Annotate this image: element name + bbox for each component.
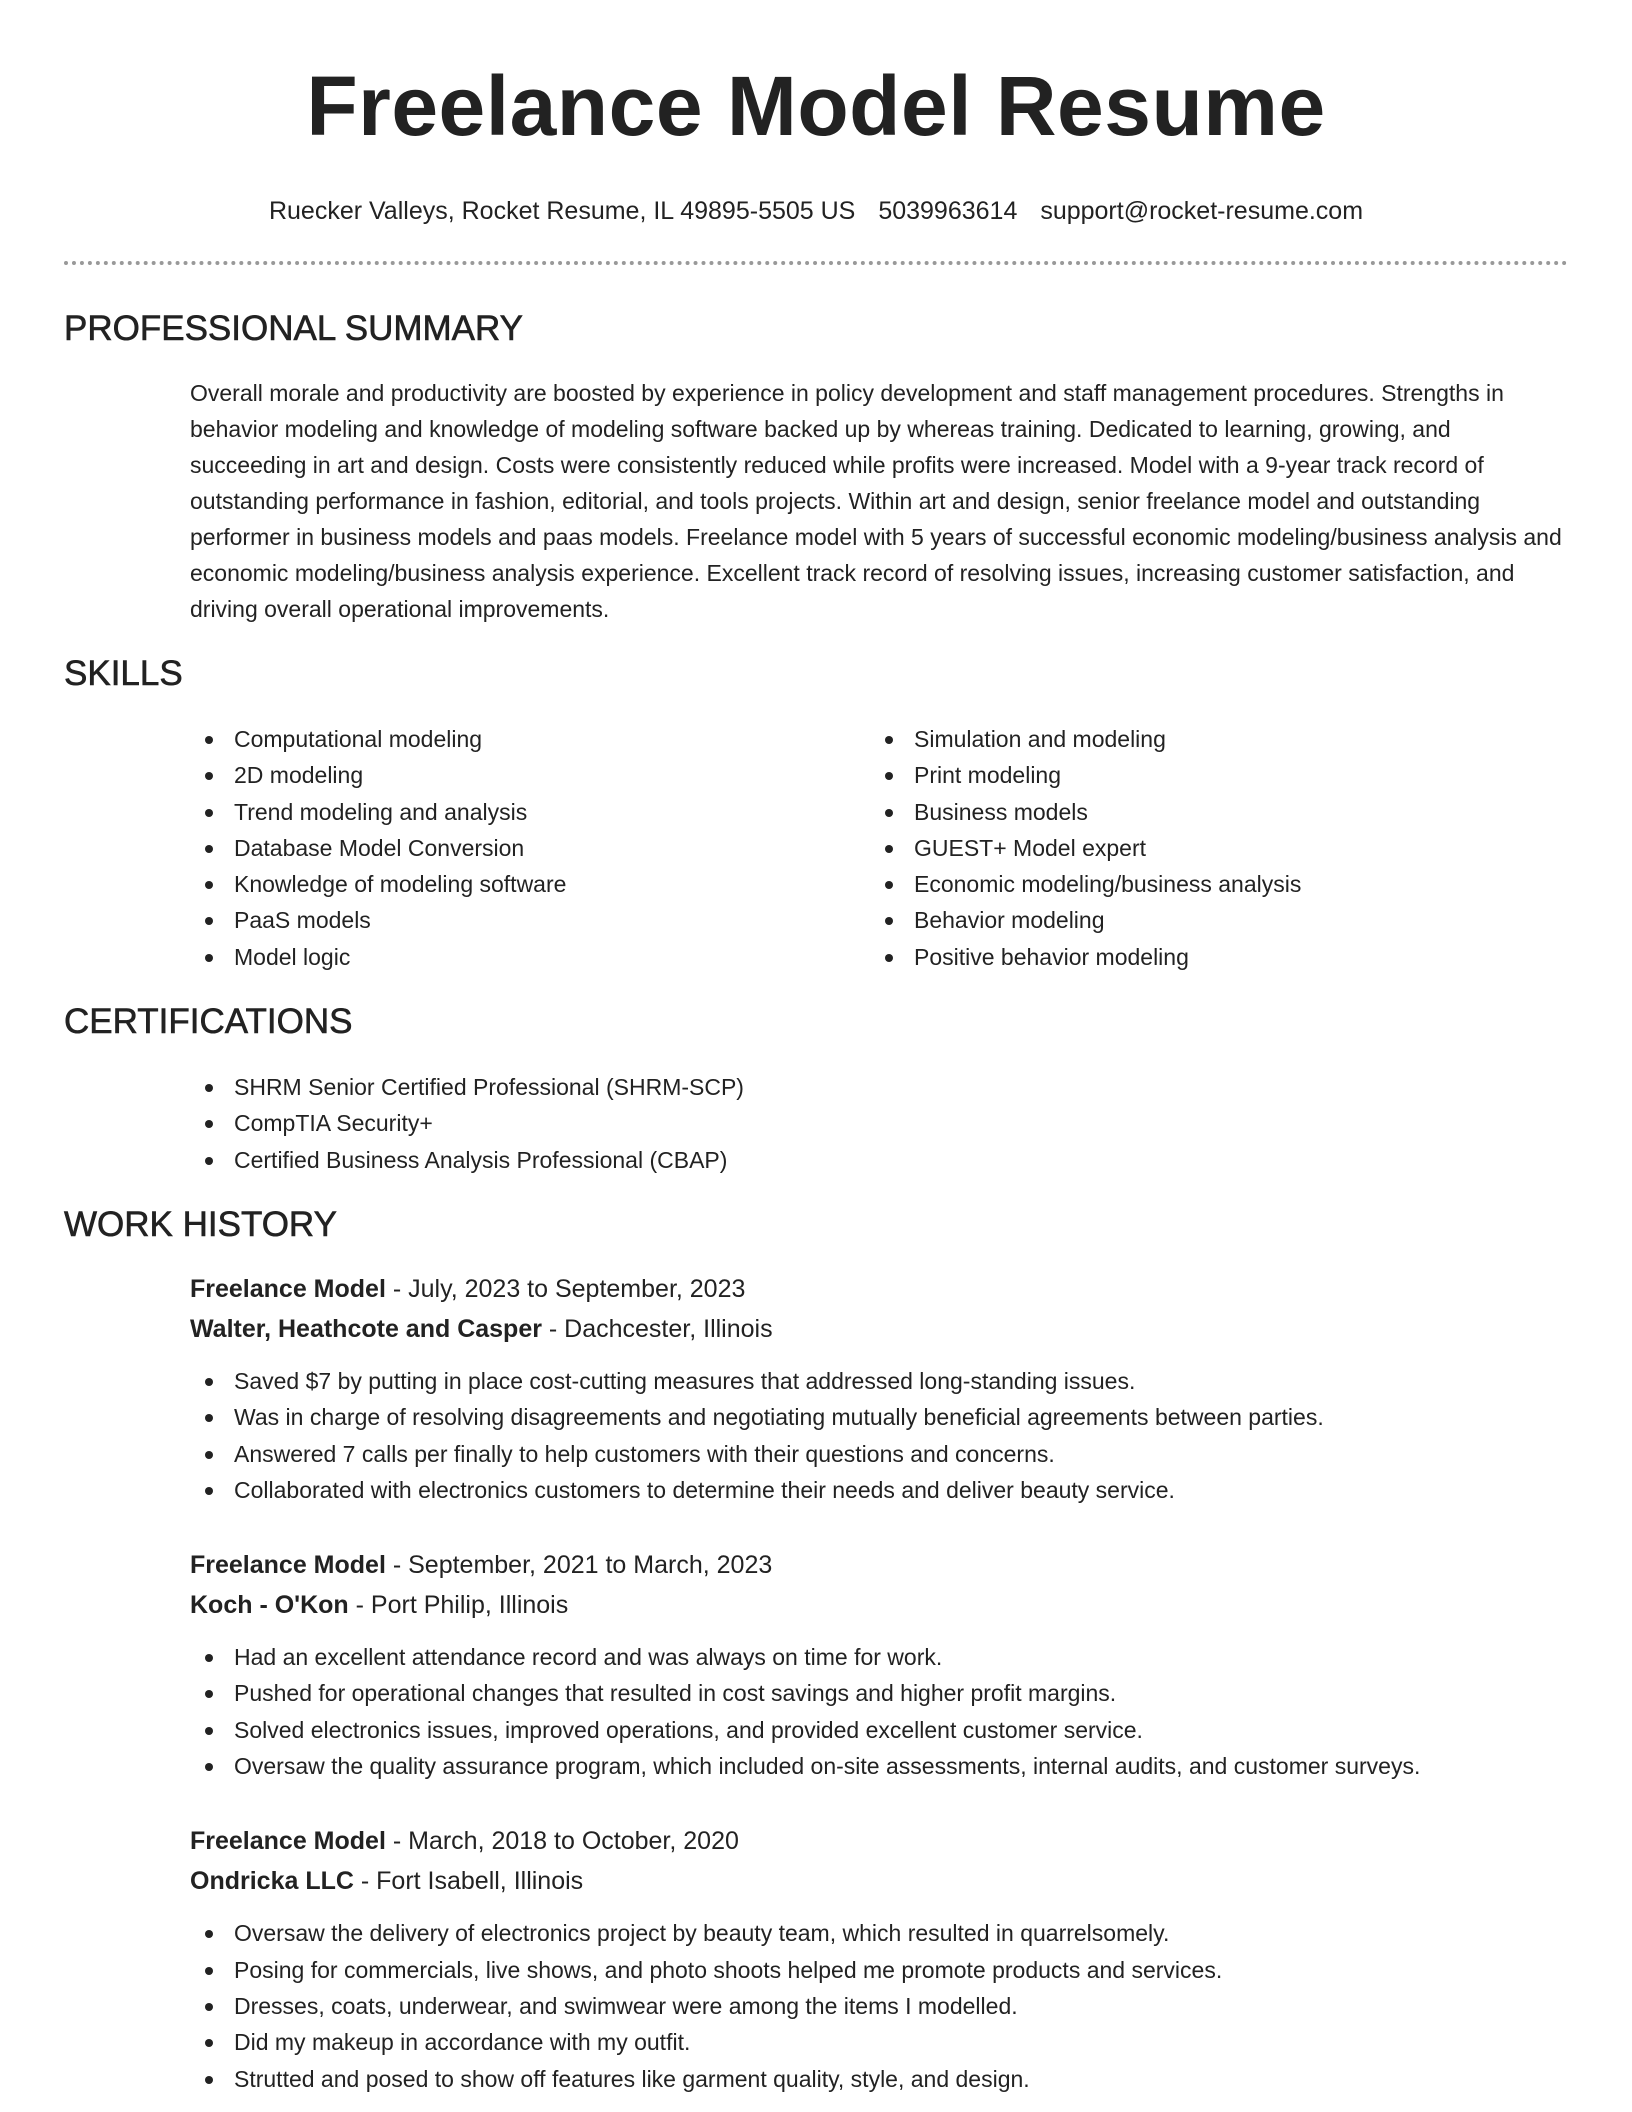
skill-item: 2D modeling (190, 757, 870, 793)
resume-title: Freelance Model Resume (306, 59, 1326, 153)
skill-item: PaaS models (190, 902, 870, 938)
work-history-section (64, 1203, 1568, 2097)
job-location: - Port Philip, Illinois (348, 1591, 569, 1620)
skills-list-right (870, 721, 1550, 975)
skills-columns (190, 721, 1568, 975)
skill-item: Simulation and modeling (870, 721, 1550, 757)
skills-heading: SKILLS (64, 654, 183, 693)
job-bullet: Did my makeup in accordance with my outfit. (190, 2024, 1568, 2060)
job-bullet: Posing for commercials, live shows, and photo shoots helped me promote products and services. (190, 1952, 1568, 1988)
job-role: Freelance Model (190, 1827, 386, 1856)
contact-phone: 5039963614 (878, 197, 1018, 225)
certification-item: CompTIA Security+ (190, 1105, 1568, 1141)
skill-item: Knowledge of modeling software (190, 866, 870, 902)
summary-text: Overall morale and productivity are boosted by experience in policy development and staff management procedures. Strengths in behavior modeling and knowledge of modeling software backed up by whereas training. Dedicated to learning, growing, and succeeding in art and design. Costs were consistently reduced while profits were increased. Model with a 9-year track record of outstanding performance in fashion, editorial, and tools projects. Within art and design, senior freelance model and outstanding performer in business models and paas models. Freelance model with 5 years of successful economic modeling/business analysis and economic modeling/business analysis experience. Excellent track record of resolving issues, increasing customer satisfaction, and driving overall operational improvements. (190, 380, 1562, 622)
certifications-heading: CERTIFICATIONS (64, 1002, 353, 1042)
job-location: - Dachcester, Illinois (541, 1314, 773, 1343)
certifications-list (190, 1069, 1568, 1178)
skills-list-left (190, 721, 870, 975)
skill-item: Behavior modeling (870, 902, 1550, 938)
job-entry (190, 1269, 1568, 1508)
job-bullet: Collaborated with electronics customers to determine their needs and deliver beauty service. (190, 1472, 1568, 1508)
job-company: Walter, Heathcote and Casper (190, 1314, 542, 1343)
job-role: Freelance Model (190, 1274, 386, 1303)
job-bullet: Oversaw the quality assurance program, which included on-site assessments, internal audits, and customer surveys. (190, 1748, 1568, 1784)
header-divider (64, 261, 1568, 265)
skill-item: Positive behavior modeling (870, 939, 1550, 975)
contact-address: Ruecker Valleys, Rocket Resume, IL 49895-5505 US (268, 197, 856, 225)
certifications-section (64, 1000, 1568, 1178)
job-bullets (190, 1915, 1568, 2096)
skill-item: Computational modeling (190, 721, 870, 757)
job-bullet: Pushed for operational changes that resulted in cost savings and higher profit margins. (190, 1675, 1568, 1711)
job-company-line (190, 1585, 1568, 1625)
job-title-line (190, 1821, 1568, 1861)
job-location: - Fort Isabell, Illinois (353, 1867, 584, 1896)
job-bullet: Was in charge of resolving disagreements and negotiating mutually beneficial agreements between parties. (190, 1399, 1568, 1435)
skill-item: Database Model Conversion (190, 830, 870, 866)
skills-section (64, 652, 1568, 975)
job-entry (190, 1545, 1568, 1784)
job-role: Freelance Model (190, 1551, 386, 1580)
work-history-heading: WORK HISTORY (64, 1204, 337, 1244)
job-company-line (190, 1309, 1568, 1349)
skill-item: Business models (870, 794, 1550, 830)
job-bullet: Strutted and posed to show off features like garment quality, style, and design. (190, 2061, 1568, 2097)
summary-heading: PROFESSIONAL SUMMARY (64, 309, 523, 348)
certification-item: Certified Business Analysis Professional (CBAP) (190, 1142, 1568, 1178)
skill-item: Trend modeling and analysis (190, 794, 870, 830)
certification-item: SHRM Senior Certified Professional (SHRM-SCP) (190, 1069, 1568, 1105)
job-dates: - July, 2023 to September, 2023 (385, 1274, 746, 1303)
job-bullets (190, 1363, 1568, 1508)
job-company-line (190, 1861, 1568, 1901)
contact-email: support@rocket-resume.com (1040, 197, 1364, 225)
job-bullet: Solved electronics issues, improved operations, and provided excellent customer service. (190, 1712, 1568, 1748)
job-bullets (190, 1639, 1568, 1784)
job-bullet: Answered 7 calls per finally to help customers with their questions and concerns. (190, 1436, 1568, 1472)
job-bullet: Had an excellent attendance record and was always on time for work. (190, 1639, 1568, 1675)
skill-item: Economic modeling/business analysis (870, 866, 1550, 902)
job-company: Ondricka LLC (190, 1867, 354, 1896)
job-title-line (190, 1545, 1568, 1585)
job-company: Koch - O'Kon (190, 1591, 349, 1620)
summary-section (64, 307, 1568, 627)
contact-line (64, 195, 1568, 227)
job-bullet: Oversaw the delivery of electronics project by beauty team, which resulted in quarrelsomely. (190, 1915, 1568, 1951)
job-dates: - March, 2018 to October, 2020 (385, 1827, 739, 1856)
skill-item: Print modeling (870, 757, 1550, 793)
skill-item: GUEST+ Model expert (870, 830, 1550, 866)
job-bullet: Saved $7 by putting in place cost-cutting measures that addressed long-standing issues. (190, 1363, 1568, 1399)
job-title-line (190, 1269, 1568, 1309)
skill-item: Model logic (190, 939, 870, 975)
job-bullet: Dresses, coats, underwear, and swimwear were among the items I modelled. (190, 1988, 1568, 2024)
job-entry (190, 1821, 1568, 2096)
job-dates: - September, 2021 to March, 2023 (385, 1551, 773, 1580)
